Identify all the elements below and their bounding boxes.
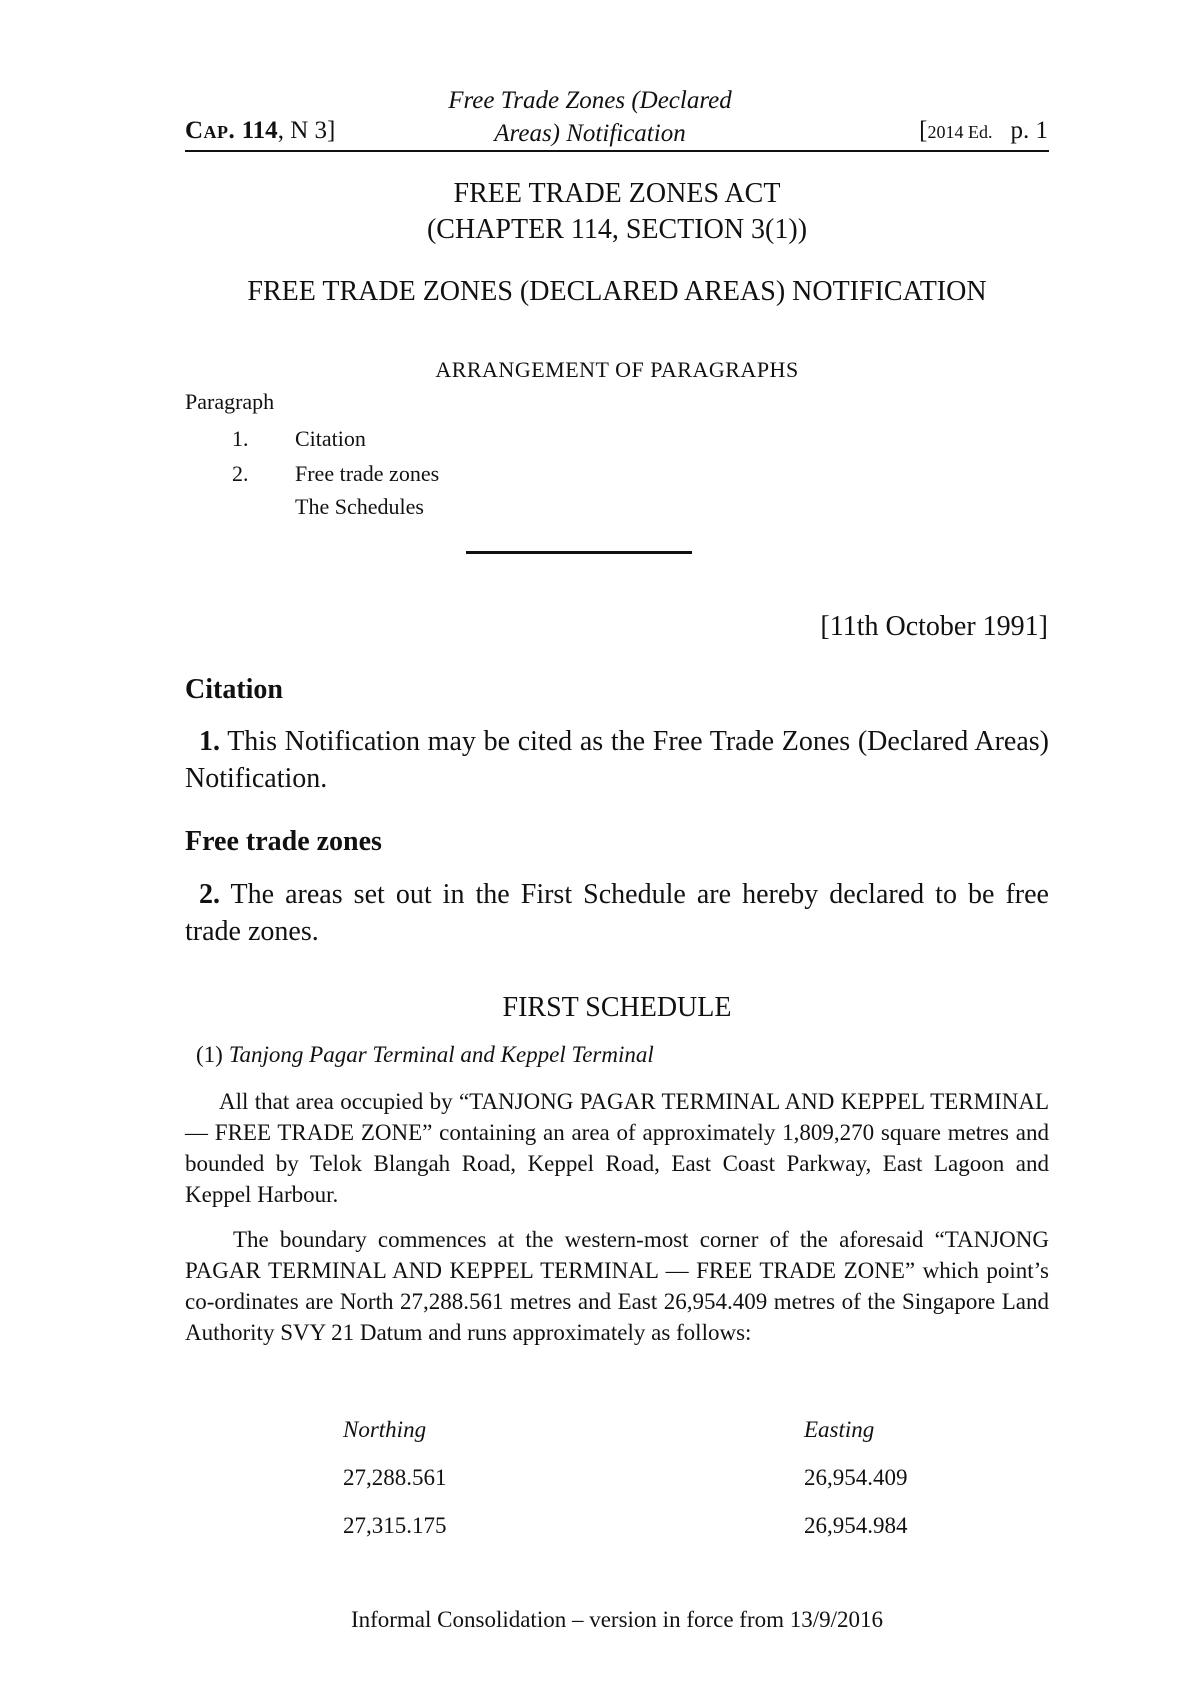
edition-label: 2014 Ed. xyxy=(927,122,993,142)
act-title: FREE TRADE ZONES ACT xyxy=(453,178,781,209)
schedule-sub-title: Tanjong Pagar Terminal and Keppel Terminal xyxy=(228,1042,654,1067)
page-footer: Informal Consolidation – version in force from 13/9/2016 xyxy=(350,1607,884,1632)
running-header-chapter xyxy=(185,117,335,145)
arrangement-heading: ARRANGEMENT OF PARAGRAPHS xyxy=(435,357,799,382)
easting-cell: 26,954.984 xyxy=(804,1513,908,1538)
coordinates-table xyxy=(185,1406,1049,1550)
running-header-title-line2: Areas) Notification xyxy=(494,120,686,147)
header-rule xyxy=(185,150,1049,152)
notification-title: FREE TRADE ZONES (DECLARED AREAS) NOTIFICATION xyxy=(247,276,987,307)
cap-label: Cap. xyxy=(185,117,236,144)
act-title-block xyxy=(185,176,1049,248)
column-header-easting: Easting xyxy=(804,1417,875,1442)
section-divider xyxy=(466,551,692,554)
schedule-title: FIRST SCHEDULE xyxy=(502,992,732,1023)
schedule-paragraph-boundary: The boundary commences at the western-most corner of the aforesaid “TANJONG PAGAR TERMINAL AND KEPPEL TERMINAL — FREE TRADE ZONE” which point’s co-ordinates are North 27,288.561 metres and East 26,954.409 metres of the Singapore Land Authority SVY 21 Datum and runs approximately as follows: xyxy=(185,1227,1049,1345)
act-chapter: (CHAPTER 114, SECTION 3(1)) xyxy=(426,214,808,245)
running-header-edition xyxy=(919,117,1048,145)
section-1-body xyxy=(185,723,1049,797)
easting-cell: 26,954.409 xyxy=(804,1465,908,1490)
arrangement-item-schedules: The Schedules xyxy=(295,494,424,519)
edition-bracket: [ xyxy=(919,117,928,144)
section-text: The areas set out in the First Schedule are hereby declared to be free trade zones. xyxy=(185,879,1049,947)
arrangement-item-number: 2. xyxy=(232,461,249,486)
table-row xyxy=(185,1454,1049,1502)
cap-suffix: , N 3] xyxy=(277,117,336,144)
arrangement-item-number: 1. xyxy=(232,426,249,451)
section-text: This Notification may be cited as the Free Trade Zones (Declared Areas) Notification. xyxy=(185,726,1049,794)
schedule-sub-number: (1) xyxy=(196,1042,223,1067)
section-heading-citation: Citation xyxy=(185,674,283,705)
section-2-body xyxy=(185,876,1049,950)
arrangement-item-citation: Citation xyxy=(295,426,366,451)
section-number: 1. xyxy=(199,726,220,757)
arrangement-item-free-trade-zones: Free trade zones xyxy=(295,461,440,486)
schedule-subheading xyxy=(196,1042,654,1068)
schedule-paragraph-area: All that area occupied by “TANJONG PAGAR TERMINAL AND KEPPEL TERMINAL — FREE TRADE ZONE” containing an area of approximately 1,809,270 square metres and bounded by Telok Blangah Road, Keppel Road, East Coast Parkway, East Lagoon and Keppel Harbour. xyxy=(185,1089,1049,1207)
commencement-date: [11th October 1991] xyxy=(820,611,1048,642)
northing-cell: 27,288.561 xyxy=(343,1465,447,1490)
running-header-title xyxy=(400,84,780,150)
paragraph-column-label: Paragraph xyxy=(185,389,275,414)
running-header-title-line1: Free Trade Zones (Declared xyxy=(448,87,732,114)
column-header-northing: Northing xyxy=(343,1417,427,1442)
table-header-row xyxy=(185,1406,1049,1454)
section-number: 2. xyxy=(199,879,220,910)
cap-number: 114 xyxy=(241,117,278,144)
northing-cell: 27,315.175 xyxy=(343,1513,447,1538)
section-heading-free-trade-zones: Free trade zones xyxy=(185,826,382,857)
page-number: p. 1 xyxy=(1010,117,1048,144)
table-row xyxy=(185,1502,1049,1550)
